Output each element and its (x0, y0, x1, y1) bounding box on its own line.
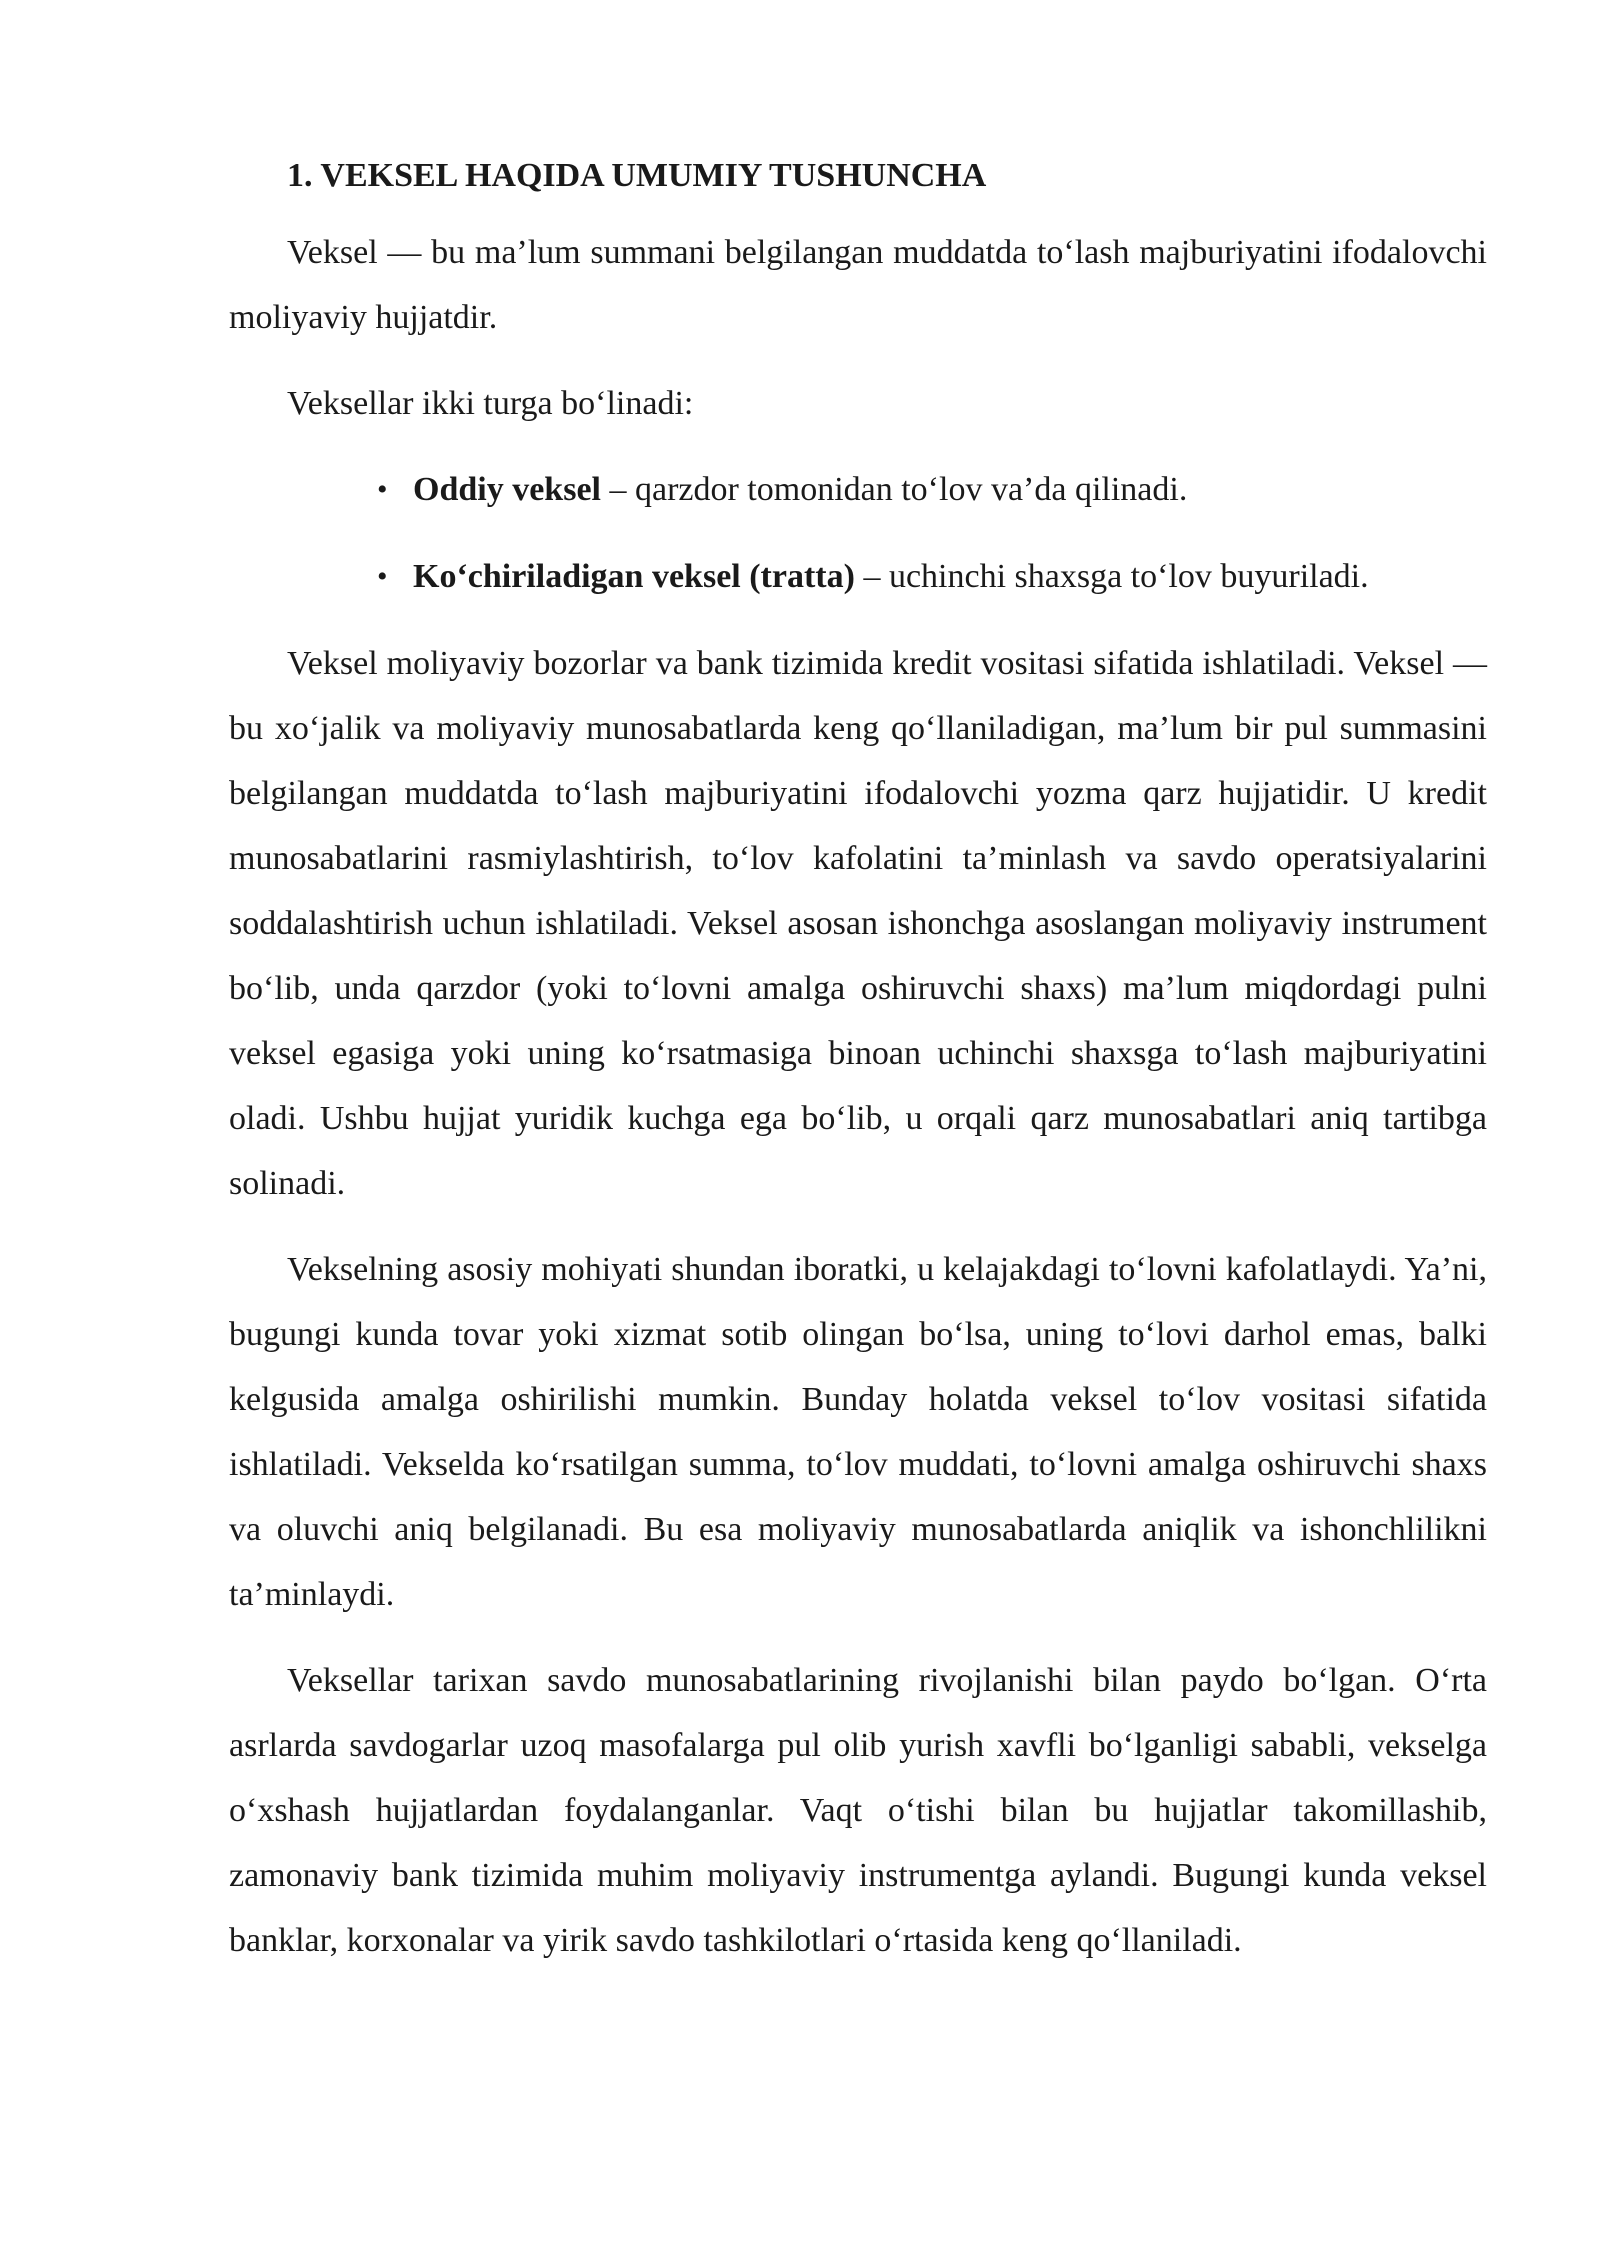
bullet-icon: • (377, 560, 388, 593)
document-body (229, 152, 1487, 1994)
list-item-description: – uchinchi shaxsga to‘lov buyuriladi. (854, 558, 1369, 595)
list-item-term: Oddiy veksel (413, 471, 601, 508)
list-item-description: – qarzdor tomonidan to‘lov va’da qilinadi. (600, 471, 1188, 508)
usage-paragraph: Veksel moliyaviy bozorlar va bank tizimida kredit vositasi sifatida ishlatiladi. Veksel — bu xo‘jalik va moliyaviy munosabatlarda keng qo‘llaniladigan, ma’lum bir pul summasini belgilangan muddatda to‘lash majburiyatini ifodalovchi yozma qarz hujjatidir. U kredit munosabatlarini rasmiylashtirish, to‘lov kafolatini ta’minlash va savdo operatsiyalarini soddalashtirish uchun ishlatiladi. Veksel asosan ishonchga asoslangan moliyaviy instrument bo‘lib, unda qarzdor (yoki to‘lovni amalga oshiruvchi shaxs) ma’lum miqdordagi pulni veksel egasiga yoki uning ko‘rsatmasiga binoan uchinchi shaxsga to‘lash majburiyatini oladi. Ushbu hujjat yuridik kuchga ega bo‘lib, u orqali qarz munosabatlari aniq tartibga solinadi. (229, 645, 1487, 1202)
list-item (377, 457, 1487, 522)
section-heading: 1. VEKSEL HAQIDA UMUMIY TUSHUNCHA (287, 157, 987, 194)
types-intro-paragraph: Veksellar ikki turga bo‘linadi: (287, 385, 694, 422)
list-item-term: Ko‘chiriladigan veksel (tratta) (413, 558, 855, 595)
veksel-types-list (229, 457, 1487, 609)
bullet-icon: • (377, 473, 388, 506)
history-paragraph: Veksellar tarixan savdo munosabatlarining rivojlanishi bilan paydo bo‘lgan. O‘rta asrlarda savdogarlar uzoq masofalarga pul olib yurish xavfli bo‘lganligi sababli, vekselga o‘xshash hujjatlardan foydalanganlar. Vaqt o‘tishi bilan bu hujjatlar takomillashib, zamonaviy bank tizimida muhim moliyaviy instrumentga aylandi. Bugungi kunda veksel banklar, korxonalar va yirik savdo tashkilotlari o‘rtasida keng qo‘llaniladi. (229, 1662, 1487, 1959)
list-item (377, 544, 1487, 609)
definition-paragraph: Veksel — bu ma’lum summani belgilangan muddatda to‘lash majburiyatini ifodalovchi moliyaviy hujjatdir. (229, 234, 1487, 336)
essence-paragraph: Vekselning asosiy mohiyati shundan iboratki, u kelajakdagi to‘lovni kafolatlaydi. Ya’ni, bugungi kunda tovar yoki xizmat sotib olingan bo‘lsa, uning to‘lovi darhol emas, balki kelgusida amalga oshirilishi mumkin. Bunday holatda veksel to‘lov vositasi sifatida ishlatiladi. Vekselda ko‘rsatilgan summa, to‘lov muddati, to‘lovni amalga oshiruvchi shaxs va oluvchi aniq belgilanadi. Bu esa moliyaviy munosabatlarda aniqlik va ishonchlilikni ta’minlaydi. (229, 1251, 1487, 1613)
